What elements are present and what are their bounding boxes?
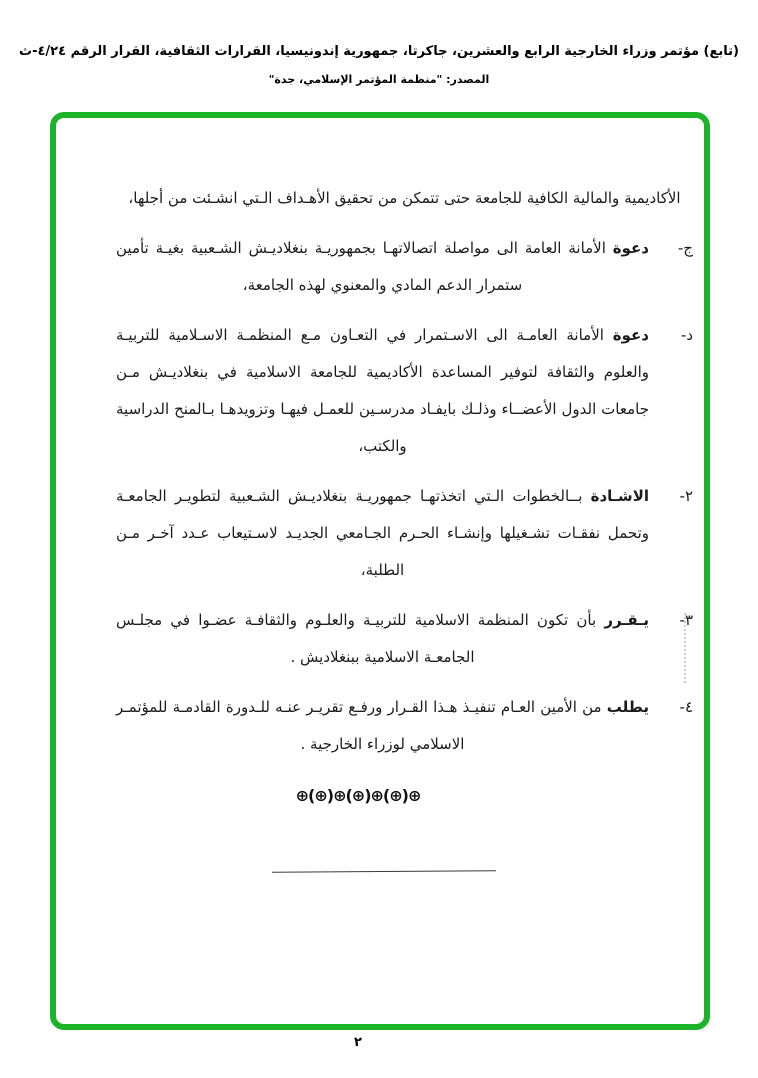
document-header <box>0 44 758 86</box>
header-title-line: (تابع) مؤتمر وزراء الخارجية الرابع والعشرين، جاكرتا، جمهورية إندونيسيا، القرارات الثقافية، القرار الرقم ٤/٢٤-ث <box>19 44 739 59</box>
item-lead-word: يـقـرر <box>604 611 649 629</box>
item-text <box>116 230 649 304</box>
document-body <box>116 180 693 776</box>
item-body-text: من الأمين العـام تنفيـذ هـذا القـرار ورفـع تقريـر عنـه للـدورة القادمـة للمؤتمـر الاسلامي لوزراء الخارجية . <box>116 698 607 753</box>
list-item-dal <box>116 317 693 465</box>
green-border-frame <box>50 112 710 1030</box>
item-lead-word: دعوة <box>612 326 649 344</box>
item-text <box>116 317 649 465</box>
item-body-text: بأن تكون المنظمة الاسلامية للتربيـة والعلـوم والثقافـة عضـوا في مجلـس الجامعـة الاسلامية ببنغلاديش . <box>116 611 605 666</box>
list-item-3 <box>116 602 693 676</box>
item-text <box>116 689 649 763</box>
item-marker: ٣- <box>679 611 693 629</box>
item-body-text: بــالخطوات الـتي اتخذتهـا جمهوريـة بنغلاديـش الشـعبية لتطويـر الجامعـة وتحمل نفقـات تشـغيلها وإنشـاء الحـرم الجـامعي الجديـد لاسـتيعاب عـدد آخـر مـن الطلبة، <box>116 487 649 579</box>
item-marker: ٢- <box>679 487 693 505</box>
signature-rule-line <box>272 870 496 873</box>
item-marker: ٤- <box>679 698 693 716</box>
item-lead-word: يطلب <box>606 698 649 716</box>
item-text <box>116 478 649 589</box>
header-source-line: المصدر: "منظمة المؤتمر الإسلامي، جدة" <box>268 73 490 86</box>
item-body-text: الأمانة العامـة الى الاسـتمرار في التعـاون مـع المنظمـة الاسـلامية للتربيـة والعلوم والثقافة لتوفير المساعدة الأكاديمية للجامعة الاسلامية في بنغلاديـش مـن جامعات الدول الأعضــاء وذلـك بايفـاد مدرسـين للعمـل فيهـا وتزويدهـا بـالمنح الدراسية والكتب، <box>116 326 649 455</box>
item-lead-word: دعوة <box>612 239 649 257</box>
item-text <box>116 602 649 676</box>
ornament-separator: ⊕(⊕)⊕(⊕)⊕(⊕)⊕ <box>295 786 421 805</box>
item-marker: د- <box>680 326 693 344</box>
scan-artifact-dots <box>684 613 686 683</box>
list-item-jeem <box>116 230 693 304</box>
item-lead-word: الاشـادة <box>590 487 649 505</box>
list-item-2 <box>116 478 693 589</box>
item-marker: ج- <box>677 239 693 257</box>
intro-paragraph: الأكاديمية والمالية الكافية للجامعة حتى تتمكن من تحقيق الأهـداف الـتي انشـئت من أجلها، <box>128 189 681 207</box>
page-number: ٢ <box>354 1035 362 1050</box>
list-item-4 <box>116 689 693 763</box>
item-body-text: الأمانة العامة الى مواصلة اتصالاتهـا بجمهوريـة بنغلاديـش الشـعبية بغيـة تأمين ستمرار الدعم المادي والمعنوي لهذه الجامعة، <box>116 239 613 294</box>
